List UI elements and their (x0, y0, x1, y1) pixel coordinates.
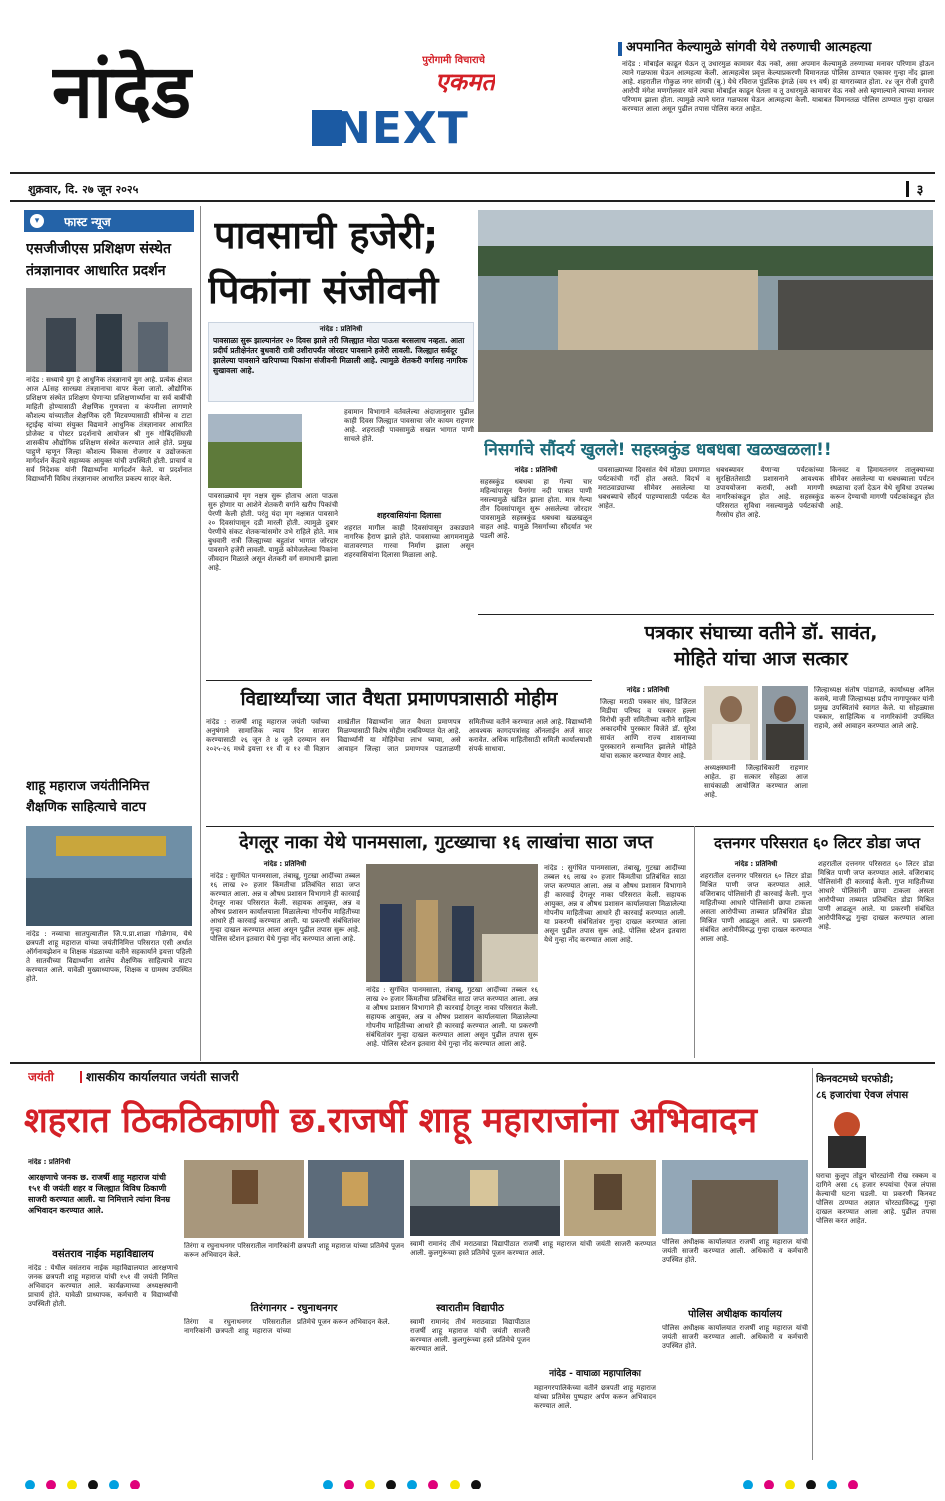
section-rule (10, 1062, 935, 1064)
photo-portrait (470, 1170, 498, 1206)
journalists-headline-line1: पत्रकार संघाच्या वतीने डॉ. सावंत, (644, 622, 878, 644)
black-mark (386, 1480, 396, 1489)
jayanti-photo-caption-3: पोलिस अधीक्षक कार्यालयात राजर्षी शाहू महाराज यांची जयंती साजरी करण्यात आली. अधिकारी व कर्मचारी उपस्थित होते. (662, 1238, 808, 1264)
tagline: पुरोगामी विचाराचे (422, 55, 485, 66)
sawant-photo (704, 686, 758, 760)
fast-news-story1-headline: एसजीजीएस प्रशिक्षण संस्थेत तंत्रज्ञानावर आधारित प्रदर्शन (26, 241, 172, 279)
cyan-mark (323, 1480, 333, 1489)
cyan-mark (827, 1480, 837, 1489)
black-mark (471, 1480, 481, 1489)
column-divider (812, 1068, 813, 1460)
waterfall-photo (478, 210, 933, 432)
fast-news-story1-text: नांदेड : सध्याचे युग हे आधुनिक तंत्रज्ञानाचे युग आहे. प्रत्येक क्षेत्रात आज AIसह सारख्या तंत्रज्ञानाचा वापर केला जातो. औद्योगिक प्रशिक्षण संस्थेत प्रशिक्षण घेणाऱ्या प्रशिक्षणार्थ्यांना या सर्व बाबींची माहिती होण्यासाठी शैक्षणिक गुणवत्ता व कंपनीला लागणारे कौशल्य यांच्यातील शैक्षणिक दरी मिटवण्यासाठी सीमेन्स व टाटा स्ट्राईव्ह यांच्या संयुक्त विद्यमाने आधुनिक तंत्रज्ञानावर आधारित प्रोजेक्ट व पोस्टर प्रदर्शनाचे आयोजन श्री गुरु गोबिंदसिंघजी शासकीय औद्योगिक प्रशिक्षण संस्थेत करण्यात आले होते. प्रमुख पाहुणे म्हणून जिल्हा कौशल्य विकास रोजगार व उद्योजकता मार्गदर्शन केंद्राचे सहाय्यक आयुक्त यांची उपस्थिती होती. प्राचार्य व सर्व निदेशक यांनी विद्यार्थ्यांना मार्गदर्शन केले. या प्रदर्शनात विद्यार्थ्यांनी विविध तंत्रज्ञानावर आधारित प्रकल्प सादर केले. (26, 376, 192, 483)
waterfall-text4: किनवट व हिमायतनगर तालुक्याच्या सीमेवर असलेल्या या धबधब्याला पर्यटन स्थळाचा दर्जा देऊन येथे सुविधा उपलब्ध करून देण्याची मागणी पर्यटकांकडून होत आहे. (830, 466, 934, 510)
dattanagar-headline: दत्तनगर परिसरात ६० लिटर डोडा जप्त (713, 834, 921, 852)
fast-news-label-bar (24, 210, 194, 232)
kinwat-headline-line2: ८६ हजारांचा ऐवज लंपास (816, 1090, 909, 1101)
rain-text3: शहरात मागील काही दिवसांपासून उकाड्याने नागरिक हैराण झाले होते. पावसाच्या आगमनामुळे वातावरणात गारवा निर्माण झाला असून शहरवासियांना दिलासा मिळाला आहे. (344, 524, 474, 559)
jayanti-divider-mark (80, 1071, 82, 1083)
jayanti-text4: महानगरपालिकेच्या वतीने छत्रपती शाहू महाराज यांच्या प्रतिमेस पुष्पहार अर्पण करून अभिवादन करण्यात आले. (534, 1384, 656, 1410)
crop-field-photo (208, 414, 302, 488)
caste-text: नांदेड : राजर्षी शाहू महाराज जयंती पर्वाच्या अनुषंगाने सामाजिक न्याय दिन साजरा करण्यासाठी २६ जून ते ४ जुलै दरम्यान सन २०२५-२६ मध्ये इयत्ता ११ वी व १२ वी विज्ञान शाखेतील विद्यार्थ्यांना जात वैधता प्रमाणपत्र मिळण्यासाठी विशेष मोहीम राबविण्यात येत आहे. विद्यार्थ्यांनी या मोहिमेचा लाभ घ्यावा, असे आवाहन जिल्हा जात प्रमाणपत्र पडताळणी समितीच्या वतीने करण्यात आले आहे. विद्यार्थ्यांनी आवश्यक कागदपत्रांसह ऑनलाईन अर्ज सादर करावेत. अधिक माहितीसाठी समिती कार्यालयाशी संपर्क साधावा. (206, 718, 592, 753)
cyan-mark (743, 1480, 753, 1489)
mohite-photo (762, 686, 808, 760)
photo-people (410, 1206, 560, 1236)
jayanti-photo-1 (184, 1160, 304, 1238)
photo-body (712, 724, 750, 760)
training-exhibition-photo (26, 288, 192, 372)
photo-structure (692, 1180, 778, 1234)
photo-students (26, 878, 192, 926)
photo-figure (46, 318, 76, 372)
top-story-headline: अपमानित केल्यामुळे सांगवी येथे तरुणाची आत्महत्या (626, 40, 872, 55)
rain-headline-line2: पिकांना संजीवनी (208, 268, 439, 312)
jayanti-sub1: वसंतराव नाईक महाविद्यालय (52, 1249, 154, 1260)
section-rule (478, 614, 934, 615)
magenta-mark (46, 1480, 56, 1489)
yellow-mark (67, 1480, 77, 1489)
section-rule (206, 680, 592, 681)
jayanti-sublabel: शासकीय कार्यालयात जयंती साजरी (86, 1070, 239, 1084)
degloor-byline: नांदेड : प्रतिनिधी (263, 860, 307, 868)
magenta-mark (428, 1480, 438, 1489)
caste-headline: विद्यार्थ्यांच्या जात वैधता प्रमाणपत्रासाठी मोहीम (240, 688, 558, 710)
next-text: NEXT (334, 104, 469, 154)
jayanti-sub4: नांदेड - वाघाळा महापालिका (549, 1369, 641, 1379)
photo-portrait (232, 1170, 258, 1204)
yellow-mark (450, 1480, 460, 1489)
black-mark (88, 1480, 98, 1489)
jayanti-photo-caption-2: स्वामी रामानंद तीर्थ मराठवाडा विद्यापीठात राजर्षी शाहू महाराज यांची जयंती साजरी करण्यात आली. कुलगुरूंच्या हस्ते प्रतिमेचे पूजन करण्यात आले. (410, 1240, 656, 1257)
fast-news-story2-text: नांदेड : नव्याचा सातपुत्यातील जि.प.प्रा.शाळा गोळेगाव, येथे छत्रपती शाहू महाराज यांच्या जयंतीनिमित्त परिसरात एसी अर्थात ऑर्गनायझेशन व शिक्षक मंडळाच्या वतीने सहकार्याने इयत्ता पहिली ते सातवीच्या विद्यार्थ्यांना शालेय शैक्षणिक साहित्याचे वाटप करण्यात आले. यावेळी मुख्याध्यापक, शिक्षक व ग्रामस्थ उपस्थित होते. (26, 930, 192, 983)
dattanagar-text: शहरातील दत्तनगर परिसरात ६० लिटर डोडा मिश्रित पाणी जप्त करण्यात आले. वजिराबाद पोलिसांनी ही कारवाई केली. गुप्त माहितीच्या आधारे पोलिसांनी छापा टाकला असता आरोपीच्या ताब्यात प्रतिबंधित डोडा मिश्रित पाणी आढळून आले. या प्रकरणी संबंधित आरोपीविरुद्ध गुन्हा दाखल करण्यात आला आहे. (700, 872, 812, 943)
jayanti-photo-3 (410, 1160, 560, 1236)
burglar-body-icon (828, 1136, 866, 1168)
shahu-students-photo (26, 826, 192, 926)
photo-figure (452, 906, 474, 982)
degloor-text: नांदेड : सुगंधित पानमसाला, तंबाखू, गुटखा आदींच्या तब्बल १६ लाख २० हजार किंमतीचा प्रतिबंधित साठा जप्त करण्यात आला. अन्न व औषध प्रशासन विभागाने ही कारवाई देगलूर नाका परिसरात केली. सहायक आयुक्त, अन्न व औषध प्रशासन कार्यालयाला मिळालेल्या गोपनीय माहितीच्या आधारे ही कारवाई करण्यात आली. या प्रकरणी संबंधितांवर गुन्हा दाखल करण्यात आला असून पुढील तपास सुरू आहे. पोलिस स्टेशन इतवारा येथे गुन्हा नोंद करण्यात आला आहे. (210, 872, 360, 943)
kinwat-text: घराचा कुलूप तोडून चोरट्यांनी रोख रक्कम व दागिने असा ८६ हजार रुपयांचा ऐवज लंपास केल्याची घटना घडली. या प्रकरणी किनवट पोलिस ठाण्यात अज्ञात चोरट्याविरुद्ध गुन्हा दाखल करण्यात आला आहे. पुढील तपास पोलिस करत आहेत. (816, 1172, 936, 1225)
magenta-mark (848, 1480, 858, 1489)
photo-head (720, 696, 742, 722)
rain-lead-box (208, 322, 474, 402)
column-divider (200, 206, 201, 1061)
photo-figure (96, 314, 122, 372)
rain-headline-line1: पावसाची हजेरी; (214, 213, 439, 257)
date-text: शुक्रवार, दि. २७ जून २०२५ (28, 183, 139, 196)
jayanti-sub3: स्वारातीम विद्यापीठ (436, 1303, 504, 1314)
photo-water (478, 350, 933, 432)
jayanti-sub2: तिरंगानगर - रघुनाथनगर (250, 1303, 338, 1314)
brand-name: एकमत (435, 68, 495, 96)
dattanagar-text-col2: शहरातील दत्तनगर परिसरात ६० लिटर डोडा मिश्रित पाणी जप्त करण्यात आले. वजिराबाद पोलिसांनी ही कारवाई केली. गुप्त माहितीच्या आधारे पोलिसांनी छापा टाकला असता आरोपीच्या ताब्यात प्रतिबंधित डोडा मिश्रित पाणी आढळून आले. या प्रकरणी संबंधित आरोपीविरुद्ध गुन्हा दाखल करण्यात आला आहे. (818, 860, 934, 931)
waterfall-headline: निसर्गाचे सौंदर्य खुलले! सहस्त्रकुंड धबधबा खळखळला!! (484, 440, 832, 460)
photo-portrait (594, 1174, 622, 1210)
jayanti-text1: नांदेड : येथील वसंतराव नाईक महाविद्यालयात आरक्षणाचे जनक छत्रपती शाहू महाराज यांची १५१ वी जयंती निमित्त अभिवादन करण्यात आले. कार्यक्रमाच्या अध्यक्षस्थानी प्राचार्य होते. यावेळी प्राध्यापक, कर्मचारी व विद्यार्थ्यांची उपस्थिती होती. (28, 1264, 178, 1308)
waterfall-text2: पावसाळ्याच्या दिवसांत येथे मोठ्या प्रमाणात पर्यटकांची गर्दी होत असते. विदर्भ व मराठवाड्याच्या सीमेवर असलेल्या या धबधब्याचे सौंदर्य पाहण्यासाठी पर्यटक येत आहेत. (598, 466, 710, 510)
registration-marks-left (22, 1475, 192, 1489)
section-rule (206, 826, 934, 827)
fast-news-column (24, 210, 194, 1060)
photo-body (766, 724, 804, 760)
burglar-head-icon (834, 1112, 860, 1138)
yellow-mark (785, 1480, 795, 1489)
photo-field (208, 442, 302, 488)
photo-sacks (482, 934, 538, 982)
jayanti-label: जयंती (28, 1070, 54, 1084)
masthead-rule (10, 172, 935, 174)
journalists-text2: अध्यक्षस्थानी जिल्हाधिकारी राहणार आहेत. हा सत्कार सोहळा आज सायंकाळी आयोजित करण्यात आला आहे. (704, 764, 808, 799)
degloor-headline: देगलूर नाका येथे पानमसाला, गुटख्याचा १६ लाखांचा साठा जप्त (239, 832, 653, 853)
top-story-bar (618, 42, 622, 56)
jayanti-sub5: पोलिस अधीक्षक कार्यालय (688, 1309, 782, 1320)
page-number: ३ (916, 183, 924, 198)
jayanti-photo-5 (662, 1160, 808, 1234)
city-title: नांदेड (52, 49, 192, 135)
top-story-text: नांदेड : मोबाईल काढून घेऊन तू उधारमुळ कामावर येऊ नको, असा अपमान केल्यामुळे तरुणाच्या मनावर परिणाम होऊन त्याने गळफास घेऊन आत्महत्या केली. आत्महत्येस प्रवृत्त केल्याप्रकरणी विमानतळ पोलिस ठाण्यात एकावर गुन्हा नोंद झाला आहे. शहरातील गोकुळ नगर सांगवी (बु.) येथे रविराज पुंडलिक इंगळे (वय १९ वर्ष) हा यागराव्यात होता. २४ जून रोजी दुपारी आरोपी मंगेश मणगोलवार यांने त्याचा मोबाईल काढून घेतला व तू उधारमुळे कामावर येऊ नको असे म्हणाल्याने त्याच्या मनावर परिणाम झाला होता. त्यामुळे त्याने घरात गळफास घेऊन आत्महत्या केली. याबाबत विमानतळ पोलिस ठाण्यात गुन्हा दाखल करण्यात आला असून पुढील तपास पोलिस करत आहेत. (622, 60, 934, 113)
date-bar (10, 178, 935, 202)
fast-news-label: फास्ट न्यूज (64, 215, 111, 229)
journalists-headline-line2: मोहिते यांचा आज सत्कार (674, 648, 848, 670)
degloor-text-continued: नांदेड : सुगंधित पानमसाला, तंबाखू, गुटखा आदींच्या तब्बल १६ लाख २० हजार किंमतीचा प्रतिबंधित साठा जप्त करण्यात आला. अन्न व औषध प्रशासन विभागाने ही कारवाई देगलूर नाका परिसरात केली. सहायक आयुक्त, अन्न व औषध प्रशासन कार्यालयाला मिळालेल्या गोपनीय माहितीच्या आधारे ही कारवाई करण्यात आली. या प्रकरणी संबंधितांवर गुन्हा दाखल करण्यात आला असून पुढील तपास सुरू आहे. पोलिस स्टेशन इतवारा येथे गुन्हा नोंद करण्यात आला आहे. (366, 986, 538, 1048)
yellow-mark (365, 1480, 375, 1489)
jayanti-text2: तिरंगा व रघुनाथनगर परिसरातील नागरिकांनी छत्रपती शाहू महाराज यांच्या प्रतिमेचे पूजन करून अभिवादन केले. (184, 1318, 390, 1335)
top-story (618, 38, 938, 163)
rain-text2: हवामान विभागाने वर्तवलेल्या अंदाजानुसार पुढील काही दिवस जिल्ह्यात पावसाचा जोर कायम राहणार आहे. शहरातही पावसामुळे सखल भागात पाणी साचले होते. (344, 408, 474, 443)
degloor-text-col3: नांदेड : सुगंधित पानमसाला, तंबाखू, गुटखा आदींच्या तब्बल १६ लाख २० हजार किंमतीचा प्रतिबंधित साठा जप्त करण्यात आला. अन्न व औषध प्रशासन विभागाने ही कारवाई देगलूर नाका परिसरात केली. सहायक आयुक्त, अन्न व औषध प्रशासन कार्यालयाला मिळालेल्या गोपनीय माहितीच्या आधारे ही कारवाई करण्यात आली. या प्रकरणी संबंधितांवर गुन्हा दाखल करण्यात आला असून पुढील तपास सुरू आहे. पोलिस स्टेशन इतवारा येथे गुन्हा नोंद करण्यात आला आहे. (544, 864, 686, 944)
jayanti-photo-2 (308, 1160, 404, 1238)
photo-portrait (342, 1172, 368, 1206)
registration-marks-center (320, 1475, 620, 1489)
jayanti-byline: नांदेड : प्रतिनिधी (28, 1158, 71, 1166)
rain-lead: पावसाळा सुरू झाल्यानंतर २० दिवस झाले तरी जिल्ह्यात मोठा पाऊस बरसलाच नव्हता. आता प्रदीर्घ प्रतीक्षेनंतर बुधवारी रात्री उशीरापर्यंत जोरदार पावसाने हजेरी लावली. जिल्ह्यात सर्वदूर झालेल्या पावसाने खरिपाच्या पिकांना संजीवनी मिळाली आहे. त्यामुळे शेतकरी वर्गासह नागरिक सुखावला आहे. (213, 336, 468, 375)
registration-marks-right (740, 1475, 930, 1489)
rain-text1: पावसाळ्याचे मृग नक्षत्र सुरू होताच आता पाऊस सुरु होणार या आशेने शेतकरी वर्गाने खरीप पिकांची पेरणी केली होती. परंतु यंदा मृग नक्षत्रात पावसाने २० दिवसांपासून दडी मारली होती. त्यामुळे दुबार पेरणीचे संकट शेतकऱ्यांसमोर उभे राहिले होते. मात्र बुधवारी रात्री जिल्ह्याच्या बहुतांश भागात जोरदार पावसाने हजेरी लावली. यामुळे कोमेजलेल्या पिकांना जीवदान मिळाले असून शेतकरी वर्ग समाधानी झाला आहे. (208, 492, 338, 572)
page-number-mark (906, 181, 909, 197)
chevron-down-icon: ▾ (30, 214, 44, 228)
photo-figure (138, 322, 168, 372)
cyan-mark (109, 1480, 119, 1489)
dattanagar-byline: नांदेड : प्रतिनिधी (734, 860, 778, 868)
jayanti-text3: स्वामी रामानंद तीर्थ मराठवाडा विद्यापीठात राजर्षी शाहू महाराज यांची जयंती साजरी करण्यात आली. कुलगुरूंच्या हस्ते प्रतिमेचे पूजन करण्यात आले. (410, 1318, 530, 1353)
magenta-mark (344, 1480, 354, 1489)
jayanti-photo-4 (564, 1160, 656, 1236)
photo-figure (380, 904, 402, 982)
journalists-text1: जिल्हा मराठी पत्रकार संघ, डिजिटल मिडीया परिषद व पत्रकार हल्ला विरोधी कृती समितीच्या वतीने साहित्य अकादमीचे पुरस्कार विजेते डॉ. सुरेश सावंत आणि राज्य शासनाच्या पुरस्काराने सन्मानित झालेले मोहिते यांचा सत्कार करण्यात येणार आहे. (600, 698, 696, 760)
fast-news-story2-headline: शाहू महाराज जयंतीनिमित्त शैक्षणिक साहित्याचे वाटप (26, 779, 150, 815)
black-mark (806, 1480, 816, 1489)
photo-sky (478, 210, 933, 250)
waterfall-text3: धबधब्यावर येणाऱ्या पर्यटकांच्या सुरक्षिततेसाठी प्रशासनाने आवश्यक उपाययोजना करावी, अशी मागणी नागरिकांकडून होत आहे. सहस्त्रकुंड परिसरात सुविधा नसल्यामुळे पर्यटकांची गैरसोय होत आहे. (716, 466, 824, 519)
jayanti-lead: आरक्षणाचे जनक छ. राजर्षी शाहू महाराज यांची १५१ वी जयंती शहर व जिल्ह्यात विविध ठिकाणी साजरी करण्यात आली. या निमित्ताने त्यांना विनम्र अभिवादन करण्यात आले. (28, 1173, 171, 1215)
magenta-mark (130, 1480, 140, 1489)
photo-head (774, 696, 796, 722)
kinwat-headline-line1: किनवटमध्ये घरफोडी; (816, 1074, 894, 1085)
photo-banner (56, 836, 166, 856)
jayanti-text5: पोलिस अधीक्षक कार्यालयात राजर्षी शाहू महाराज यांची जयंती साजरी करण्यात आली. अधिकारी व कर्मचारी उपस्थित होते. (662, 1324, 808, 1350)
column-divider (694, 826, 695, 1058)
photo-rock (778, 280, 933, 360)
jayanti-banner-headline: शहरात ठिकठिकाणी छ.राजर्षी शाहू महाराजांना अभिवादन (24, 1101, 757, 1141)
journalists-text3: जिल्हाध्यक्ष संतोष पांडागळे, कार्याध्यक्ष अनिल कसबे, माजी जिल्हाध्यक्ष प्रदीप नागापूरकर यांनी प्रमुख उपस्थितांचे स्वागत केले. या सोहळ्यास पत्रकार, साहित्यिक व नागरिकांनी उपस्थित राहावे, असे आवाहन करण्यात आले आहे. (814, 686, 934, 730)
gutkha-seizure-photo (366, 864, 538, 982)
burglary-illustration (818, 1108, 878, 1168)
rain-subhead: शहरवासियांना दिलासा (376, 511, 442, 520)
rain-story (206, 208, 474, 678)
photo-figure (416, 900, 438, 982)
photo-falls (558, 270, 758, 350)
cyan-mark (407, 1480, 417, 1489)
cyan-mark (25, 1480, 35, 1489)
jayanti-photo-caption-1: तिरंगा व रघुनाथनगर परिसरातील नागरिकांनी छत्रपती शाहू महाराज यांच्या प्रतिमेचे पूजन करून अभिवादन केले. (184, 1242, 404, 1259)
waterfall-byline: नांदेड : प्रतिनिधी (514, 466, 558, 474)
rain-byline: नांदेड : प्रतिनिधी (319, 325, 363, 333)
next-logo (312, 104, 502, 154)
journalists-byline: नांदेड : प्रतिनिधी (626, 686, 670, 694)
magenta-mark (764, 1480, 774, 1489)
waterfall-text1: सहस्त्रकुंड धबधबा हा गेल्या चार महिन्यांपासून पैनगंगा नदी पात्रात पाणी नसल्यामुळे खंडित झाला होता. मात्र गेल्या तीन दिवसांपासून सुरू असलेल्या जोरदार पावसामुळे सहस्त्रकुंड धबधबा खळखळून वाहत आहे. यामुळे निसर्गाच्या सौंदर्यात भर पडली आहे. (480, 478, 592, 540)
